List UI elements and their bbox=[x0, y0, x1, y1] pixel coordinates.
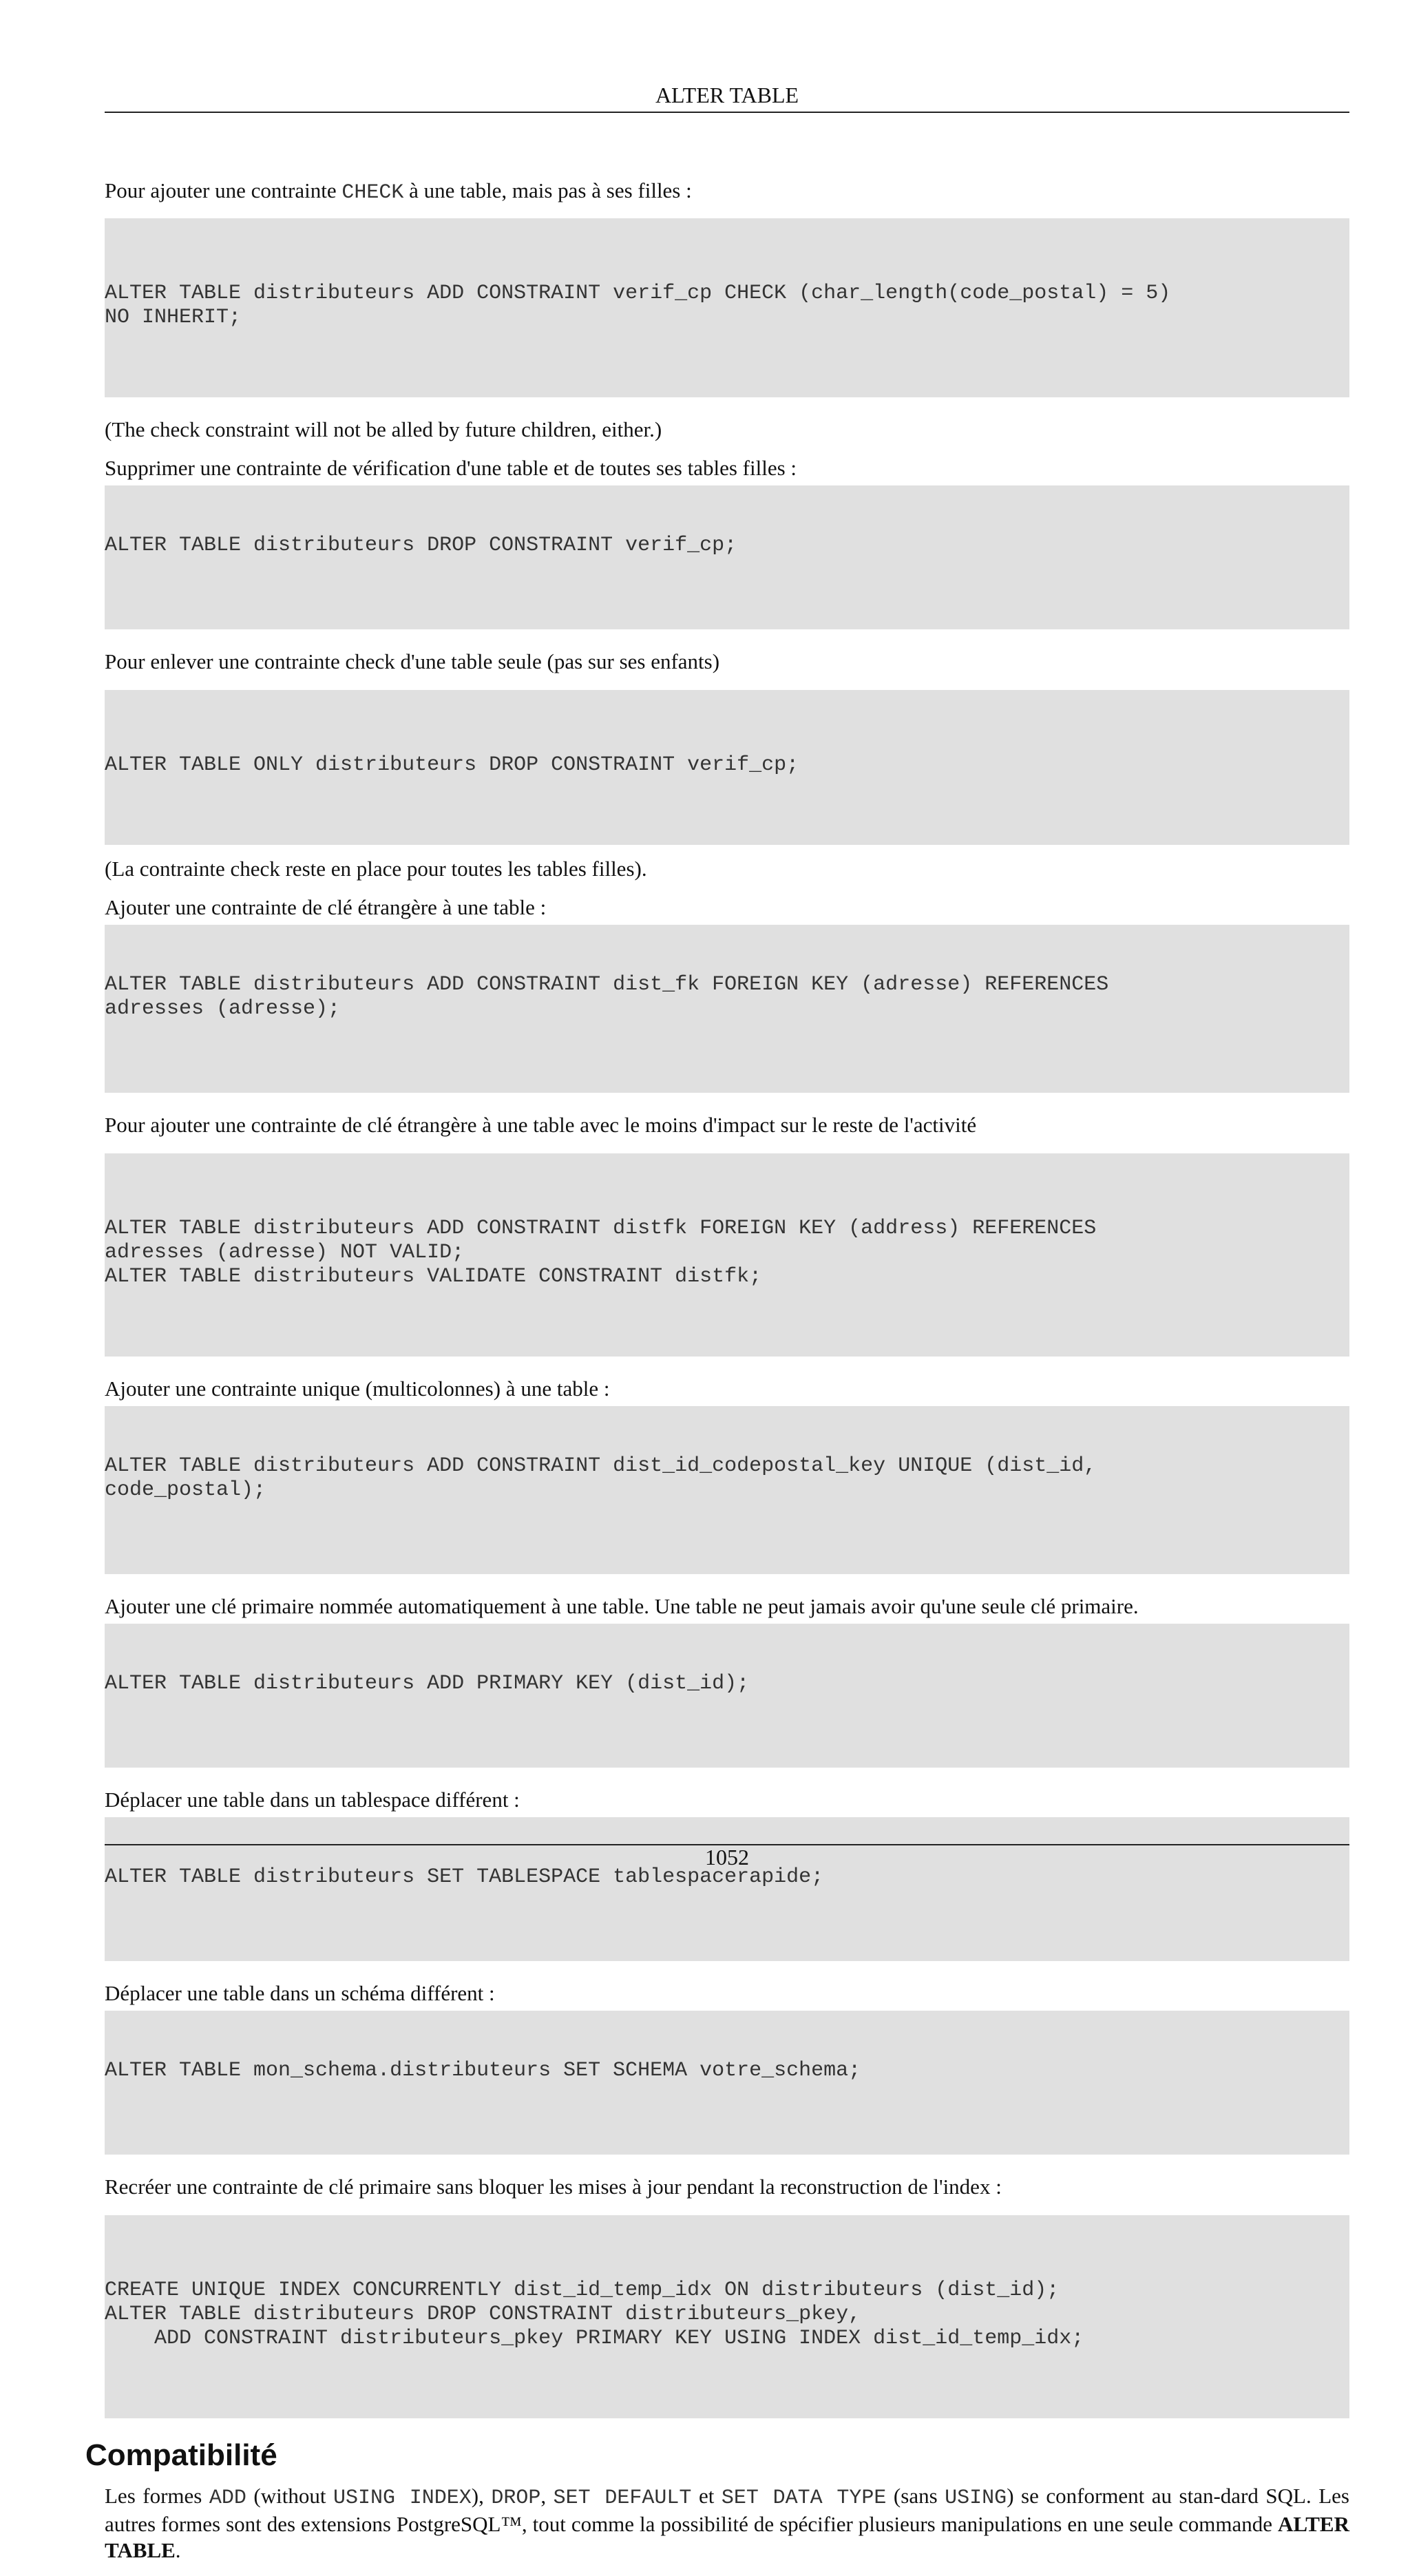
text: . bbox=[175, 2538, 181, 2562]
code-line: ALTER TABLE distributeurs VALIDATE CONSTRAINT distfk; bbox=[105, 1265, 762, 1288]
paragraph-add-primary-key: Ajouter une clé primaire nommée automatiquement à une table. Une table ne peut jamais avoir qu'une seule clé primaire. bbox=[105, 1594, 1139, 1618]
page-number: 1052 bbox=[705, 1845, 749, 1870]
code-block-add-fk-not-valid bbox=[105, 1153, 1349, 1357]
text: ) se conforment au stan-dard SQL. Les autres formes sont des extensions PostgreSQL™, tout comme la possibilité de spécifier plusieurs manipulations en une seule commande bbox=[105, 2484, 1349, 2536]
paragraph-recreate-pkey: Recréer une contrainte de clé primaire sans bloquer les mises à jour pendant la reconstruction de l'index : bbox=[105, 2175, 1002, 2199]
code-line: ALTER TABLE distributeurs ADD CONSTRAINT distfk FOREIGN KEY (address) REFERENCES bbox=[105, 1217, 1097, 1240]
text: (without bbox=[246, 2484, 333, 2508]
inline-code: USING bbox=[945, 2486, 1007, 2510]
inline-code: USING INDEX bbox=[333, 2486, 472, 2510]
code-line: ALTER TABLE ONLY distributeurs DROP CONSTRAINT verif_cp; bbox=[105, 753, 799, 777]
inline-code: SET DATA TYPE bbox=[721, 2486, 887, 2510]
paragraph-add-fk-low-impact: Pour ajouter une contrainte de clé étrangère à une table avec le moins d'impact sur le reste de l'activité bbox=[105, 1113, 977, 1137]
document-page bbox=[85, 0, 1349, 2562]
code-line: code_postal); bbox=[105, 1478, 266, 1502]
paragraph-drop-only: Pour enlever une contrainte check d'une table seule (pas sur ses enfants) bbox=[105, 649, 720, 673]
text: à une table, mais pas à ses filles : bbox=[403, 178, 692, 202]
paragraph-compatibility bbox=[105, 2483, 1349, 2564]
code-block-drop-check bbox=[105, 485, 1349, 629]
paragraph-add-unique: Ajouter une contrainte unique (multicolonnes) à une table : bbox=[105, 1376, 610, 1401]
code-block-recreate-pkey bbox=[105, 2215, 1349, 2418]
code-line: ALTER TABLE distributeurs ADD CONSTRAINT dist_id_codepostal_key UNIQUE (dist_id, bbox=[105, 1454, 1097, 1478]
paragraph-add-fk: Ajouter une contrainte de clé étrangère à une table : bbox=[105, 895, 547, 919]
text: et bbox=[691, 2484, 722, 2508]
code-line: NO INHERIT; bbox=[105, 306, 242, 329]
code-block-set-tablespace bbox=[105, 1817, 1349, 1961]
code-block-add-check bbox=[105, 218, 1349, 397]
text: , bbox=[540, 2484, 554, 2508]
code-block-add-fk bbox=[105, 925, 1349, 1093]
paragraph-check-remains: (La contrainte check reste en place pour toutes les tables filles). bbox=[105, 857, 647, 881]
running-header: ALTER TABLE bbox=[655, 83, 799, 107]
code-line: adresses (adresse); bbox=[105, 997, 341, 1020]
code-block-add-unique bbox=[105, 1406, 1349, 1574]
paragraph-move-schema: Déplacer une table dans un schéma différent : bbox=[105, 1981, 495, 2005]
inline-code: DROP bbox=[491, 2486, 541, 2510]
text: ), bbox=[471, 2484, 492, 2508]
command-name: ALTER TABLE bbox=[105, 2512, 1349, 2562]
paragraph-check-no-inherit bbox=[105, 178, 1349, 206]
code-line: ALTER TABLE distributeurs DROP CONSTRAINT distributeurs_pkey, bbox=[105, 2303, 861, 2326]
code-line: adresses (adresse) NOT VALID; bbox=[105, 1241, 465, 1264]
section-heading-compatibilite: Compatibilité bbox=[85, 2438, 277, 2472]
text: (sans bbox=[886, 2484, 945, 2508]
code-line: ALTER TABLE distributeurs DROP CONSTRAINT verif_cp; bbox=[105, 534, 737, 557]
code-line: ALTER TABLE distributeurs ADD CONSTRAINT dist_fk FOREIGN KEY (adresse) REFERENCES bbox=[105, 973, 1109, 996]
code-line: ALTER TABLE distributeurs ADD PRIMARY KEY (dist_id); bbox=[105, 1672, 750, 1695]
paragraph-move-tablespace: Déplacer une table dans un tablespace différent : bbox=[105, 1788, 520, 1812]
code-line: ALTER TABLE mon_schema.distributeurs SET SCHEMA votre_schema; bbox=[105, 2059, 861, 2082]
paragraph-drop-check: Supprimer une contrainte de vérification d'une table et de toutes ses tables filles : bbox=[105, 456, 797, 480]
code-line: ALTER TABLE distributeurs SET TABLESPACE tablespacerapide; bbox=[105, 1865, 824, 1889]
code-line: ALTER TABLE distributeurs ADD CONSTRAINT verif_cp CHECK (char_length(code_postal) = 5) bbox=[105, 282, 1171, 305]
text: Les formes bbox=[105, 2484, 209, 2508]
inline-code: ADD bbox=[209, 2486, 246, 2510]
code-line: ADD CONSTRAINT distributeurs_pkey PRIMARY KEY USING INDEX dist_id_temp_idx; bbox=[105, 2327, 1084, 2350]
header-rule bbox=[105, 112, 1349, 113]
code-block-drop-only bbox=[105, 690, 1349, 845]
code-block-set-schema bbox=[105, 2011, 1349, 2155]
page-body bbox=[85, 178, 1349, 2576]
code-block-add-primary-key bbox=[105, 1624, 1349, 1768]
inline-code: SET DEFAULT bbox=[553, 2486, 692, 2510]
inline-code: CHECK bbox=[341, 181, 404, 205]
text: Pour ajouter une contrainte bbox=[105, 178, 342, 202]
paragraph-note-children: (The check constraint will not be alled by future children, either.) bbox=[105, 417, 662, 441]
code-line: CREATE UNIQUE INDEX CONCURRENTLY dist_id_temp_idx ON distributeurs (dist_id); bbox=[105, 2279, 1060, 2302]
